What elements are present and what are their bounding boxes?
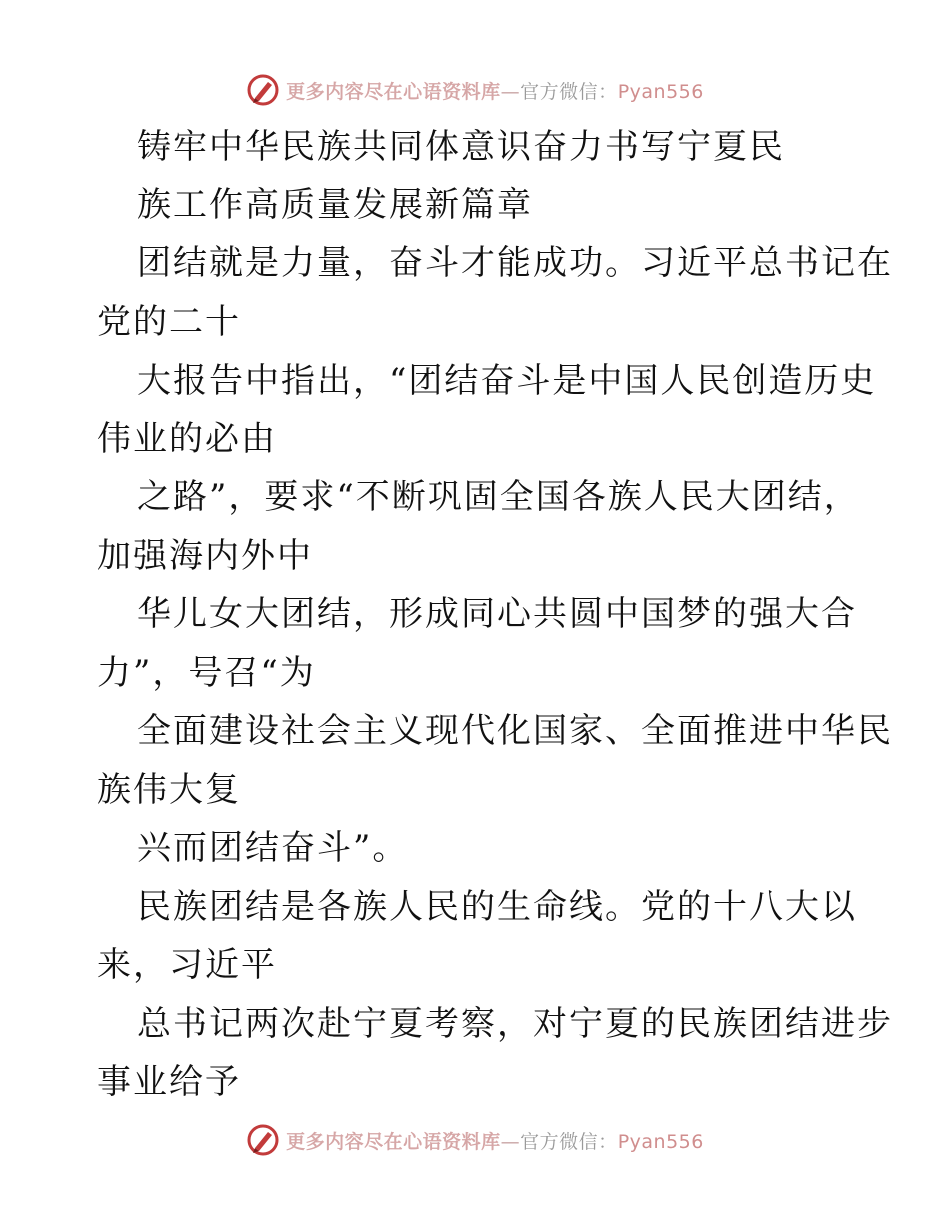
- watermark-main-text: 更多内容尽在心语资料库: [286, 1130, 501, 1153]
- watermark-footer: [0, 1120, 950, 1160]
- paragraph-line: 华儿女大团结，形成同心共圆中国梦的强大合: [137, 594, 857, 634]
- paragraph-line: 大报告中指出，“团结奋斗是中国人民创造历史: [137, 361, 877, 401]
- watermark-main-text: 更多内容尽在心语资料库: [286, 80, 501, 103]
- paragraph-line: 事业给予: [97, 1062, 241, 1102]
- paragraph-line: 加强海内外中: [97, 536, 313, 576]
- paragraph-line: 兴而团结奋斗”。: [137, 828, 409, 868]
- watermark-wechat-label: 官方微信：: [520, 1130, 618, 1153]
- title-line-2: 族工作高质量发展新篇章: [137, 185, 533, 225]
- watermark-dash: —: [500, 1130, 521, 1153]
- watermark-wechat-label: 官方微信：: [520, 80, 618, 103]
- paragraph-line: 团结就是力量，奋斗才能成功。习近平总书记在: [137, 243, 893, 283]
- watermark-wechat-id: Pyan556: [617, 80, 704, 103]
- title-line-1: 铸牢中华民族共同体意识奋力书写宁夏民: [137, 127, 785, 167]
- paragraph-line: 党的二十: [97, 302, 241, 342]
- paragraph-line: 力”，号召“为: [97, 653, 316, 693]
- paragraph-line: 民族团结是各族人民的生命线。党的十八大以: [137, 887, 857, 927]
- paragraph-line: 总书记两次赴宁夏考察，对宁夏的民族团结进步: [137, 1004, 893, 1044]
- paragraph-line: 来，习近平: [97, 945, 277, 985]
- paragraph-line: 伟业的必由: [97, 419, 277, 459]
- watermark-dash: —: [500, 80, 521, 103]
- watermark-wechat-id: Pyan556: [617, 1130, 704, 1153]
- pen-logo-icon: [246, 1123, 280, 1157]
- paragraph-line: 之路”，要求“不断巩固全国各族人民大团结，: [137, 477, 860, 517]
- paragraph-line: 族伟大复: [97, 770, 241, 810]
- paragraph-line: 全面建设社会主义现代化国家、全面推进中华民: [137, 711, 893, 751]
